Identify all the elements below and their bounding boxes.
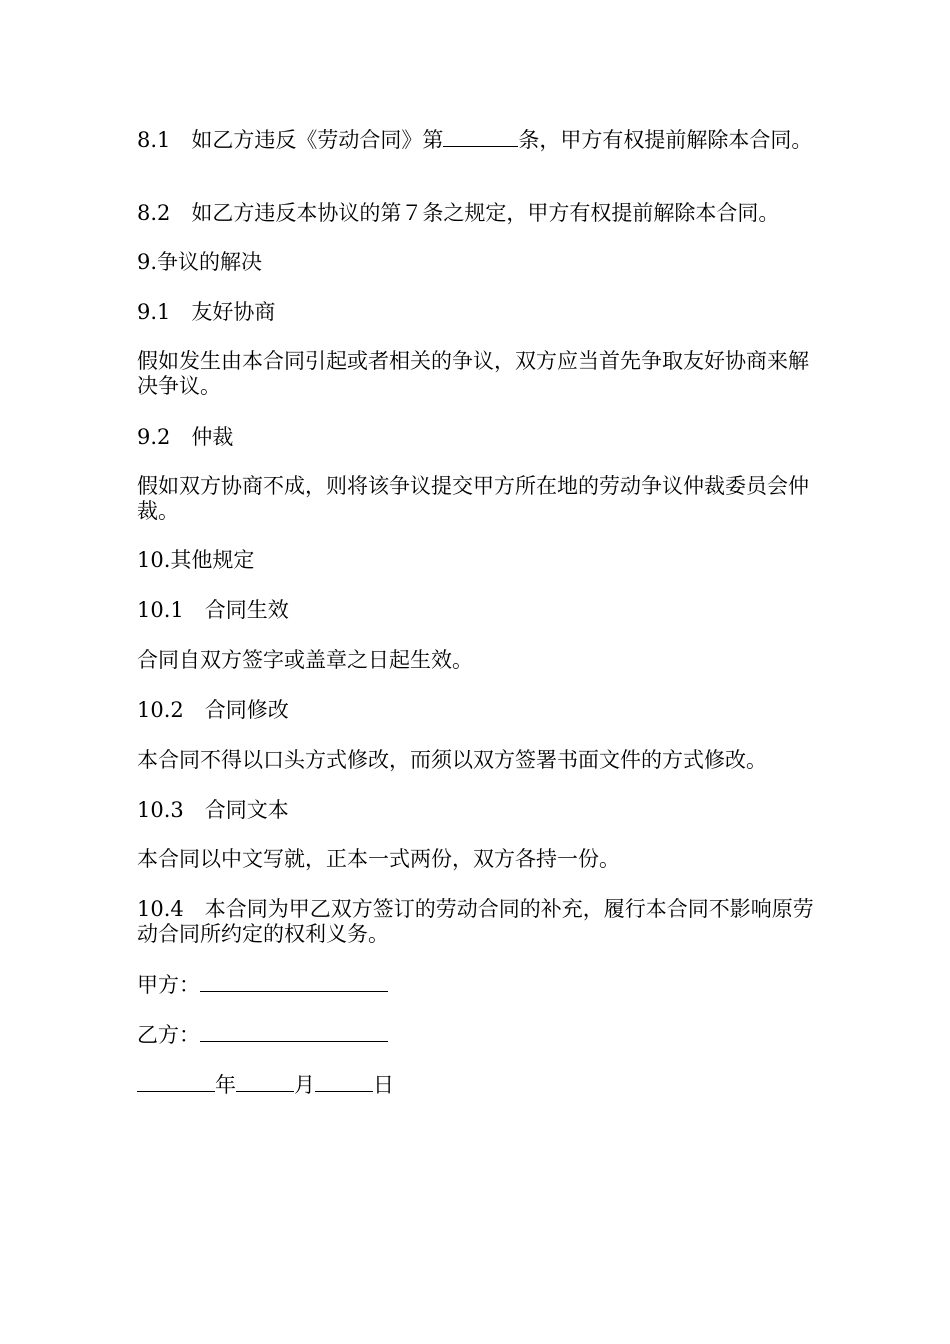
clause-8-2: 8.2 如乙方违反本协议的第７条之规定，甲方有权提前解除本合同。 bbox=[137, 201, 780, 225]
clause-10-4: 10.4 本合同为甲乙双方签订的劳动合同的补充，履行本合同不影响原劳动合同所约定的权利义务。 bbox=[137, 897, 814, 946]
clause-10-2-heading: 10.2 合同修改 bbox=[137, 698, 289, 722]
section-10-heading: 10.其他规定 bbox=[137, 548, 255, 572]
clause-10-1-body: 合同自双方签字或盖章之日起生效。 bbox=[137, 648, 473, 672]
party-b-signature-line bbox=[137, 1021, 817, 1048]
section-9-heading: 9.争议的解决 bbox=[137, 250, 263, 274]
clause-9-2-body: 假如双方协商不成，则将该争议提交甲方所在地的劳动争议仲裁委员会仲裁。 bbox=[137, 474, 809, 523]
clause-10-2-body: 本合同不得以口头方式修改，而须以双方签署书面文件的方式修改。 bbox=[137, 748, 767, 772]
date-line bbox=[137, 1071, 817, 1098]
party-a-signature-line bbox=[137, 971, 817, 998]
clause-9-1-body: 假如发生由本合同引起或者相关的争议，双方应当首先争取友好协商来解决争议。 bbox=[137, 349, 809, 398]
month-blank bbox=[236, 1071, 294, 1092]
clause-10-3-body: 本合同以中文写就，正本一式两份，双方各持一份。 bbox=[137, 847, 620, 871]
month-label: 月 bbox=[294, 1073, 315, 1097]
party-b-blank bbox=[200, 1021, 388, 1042]
clause-10-3-heading: 10.3 合同文本 bbox=[137, 798, 289, 822]
party-b-label: 乙方： bbox=[137, 1023, 200, 1047]
article-number-blank bbox=[443, 126, 518, 147]
party-a-blank bbox=[200, 971, 388, 992]
clause-8-1 bbox=[137, 126, 817, 153]
day-label: 日 bbox=[373, 1073, 394, 1097]
clause-8-1-text-after: 条，甲方有权提前解除本合同。 bbox=[518, 128, 813, 152]
year-blank bbox=[137, 1071, 215, 1092]
clause-10-1-heading: 10.1 合同生效 bbox=[137, 598, 289, 622]
clause-9-2-heading: 9.2 仲裁 bbox=[137, 425, 234, 449]
clause-9-1-heading: 9.1 友好协商 bbox=[137, 300, 276, 324]
year-label: 年 bbox=[215, 1073, 236, 1097]
day-blank bbox=[315, 1071, 373, 1092]
clause-8-1-text-before: 8.1 如乙方违反《劳动合同》第 bbox=[137, 128, 444, 152]
party-a-label: 甲方： bbox=[137, 973, 200, 997]
